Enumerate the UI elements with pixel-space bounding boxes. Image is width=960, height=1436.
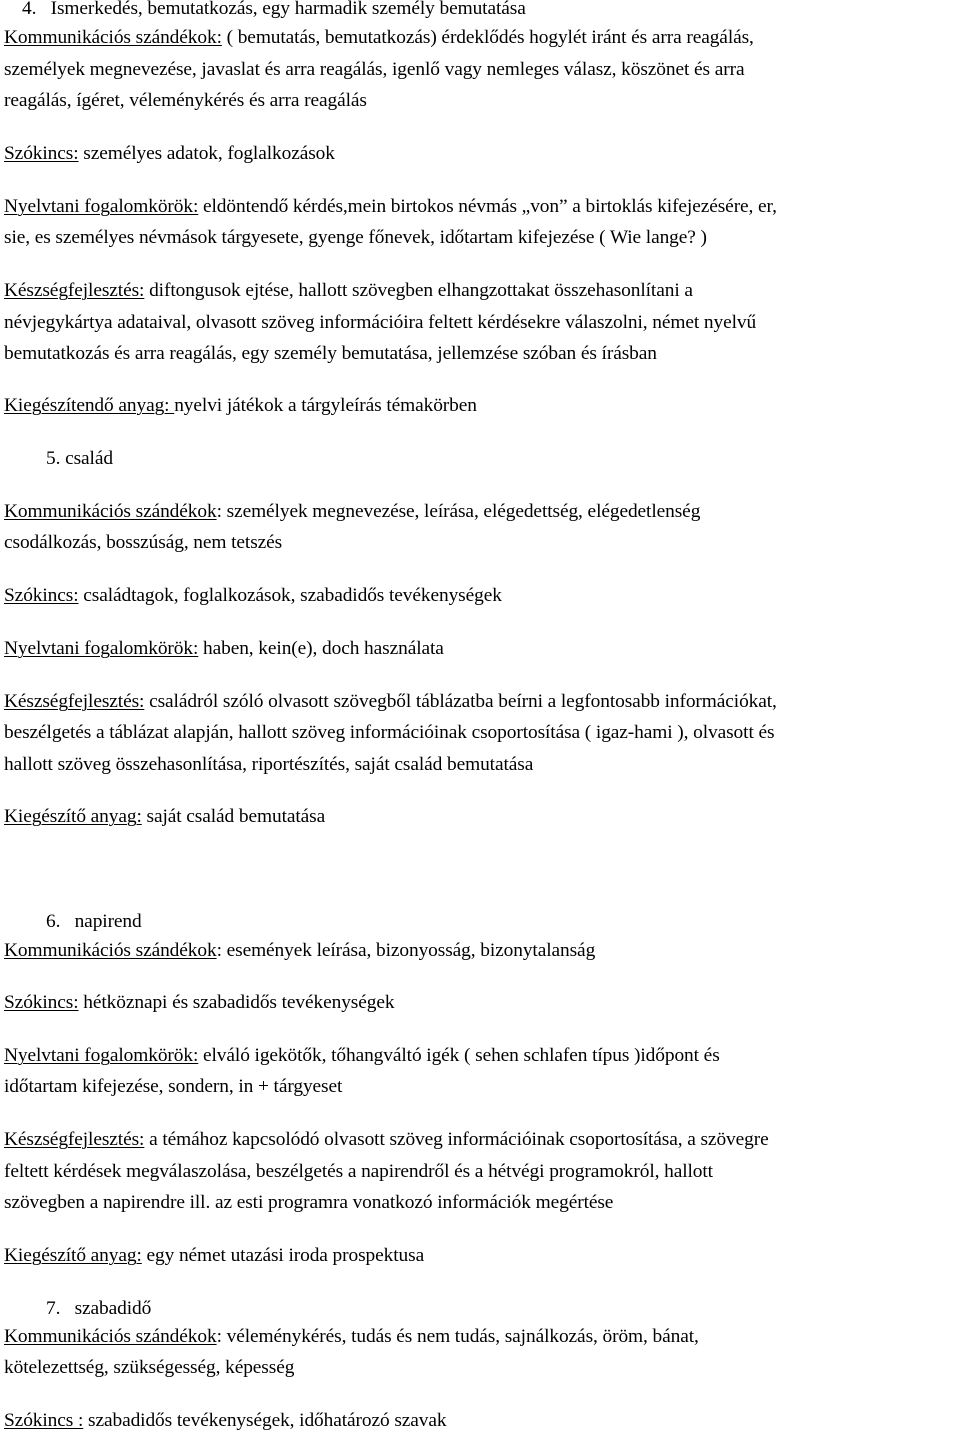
s6-szokincs: Szókincs: hétköznapi és szabadidős tevékenységek <box>4 992 395 1013</box>
s6-komm: Kommunikációs szándékok: események leírása, bizonyosság, bizonytalanság <box>4 940 596 961</box>
s6-kesz-line-2: feltett kérdések megválaszolása, beszélgetés a napirendről és a hétvégi programokról, hallott <box>4 1161 713 1182</box>
s5-komm-line-1: Kommunikációs szándékok: személyek megnevezése, leírása, elégedettség, elégedetlenség <box>4 501 701 522</box>
s5-komm-line-2: csodálkozás, bosszúság, nem tetszés <box>4 532 283 553</box>
s5-kesz-line-2: beszélgetés a táblázat alapján, hallott szöveg információinak csoportosítása ( igaz-hami ), olvasott és <box>4 722 775 743</box>
section-7-heading: 7. szabadidő <box>46 1298 152 1319</box>
s6-kesz-label: Készségfejlesztés: <box>4 1129 145 1150</box>
s5-komm-label: Kommunikációs szándékok <box>4 501 217 522</box>
s5-kesz-line-1: Készségfejlesztés: családról szóló olvasott szövegből táblázatba beírni a legfontosabb információkat, <box>4 691 777 712</box>
s4-kieg: Kiegészítendő anyag: nyelvi játékok a tárgyleírás témakörben <box>4 395 477 416</box>
s5-kesz-label: Készségfejlesztés: <box>4 691 145 712</box>
s6-kesz-line-1: Készségfejlesztés: a témához kapcsolódó olvasott szöveg információinak csoportosítása, a szövegre <box>4 1129 769 1150</box>
s7-komm-line-1: Kommunikációs szándékok: véleménykérés, tudás és nem tudás, sajnálkozás, öröm, bánat, <box>4 1326 699 1347</box>
s5-szokincs: Szókincs: családtagok, foglalkozások, szabadidős tevékenységek <box>4 585 502 606</box>
s7-szo-label: Szókincs : <box>4 1410 84 1431</box>
s6-kesz-line-3: szövegben a napirendre ill. az esti programra vonatkozó információk megértése <box>4 1192 614 1213</box>
s4-komm-line-3: reagálás, ígéret, véleménykérés és arra reagálás <box>4 90 367 111</box>
s4-komm-line-2: személyek megnevezése, javaslat és arra reagálás, igenlő vagy nemleges válasz, köszönet és arra <box>4 59 745 80</box>
s6-kieg: Kiegészítő anyag: egy német utazási iroda prospektusa <box>4 1245 425 1266</box>
s5-kieg-label: Kiegészítő anyag: <box>4 806 142 827</box>
s4-kesz-line-3: bemutatkozás és arra reagálás, egy személy bemutatása, jellemzése szóban és írásban <box>4 343 657 364</box>
s7-komm-label: Kommunikációs szándékok <box>4 1326 217 1347</box>
s4-komm-line-1: Kommunikációs szándékok: ( bemutatás, bemutatkozás) érdeklődés hogylét iránt és arra reagálás, <box>4 27 754 48</box>
section-6-heading: 6. napirend <box>46 911 142 932</box>
s6-kieg-label: Kiegészítő anyag: <box>4 1245 142 1266</box>
s4-nyelv-line-2: sie, es személyes névmások tárgyesete, gyenge főnevek, időtartam kifejezése ( Wie lange? ) <box>4 227 707 248</box>
s4-nyelv-label: Nyelvtani fogalomkörök: <box>4 196 199 217</box>
s4-kesz-line-2: névjegykártya adataival, olvasott szöveg információira feltett kérdésekre válaszolni, német nyelvű <box>4 312 757 333</box>
s7-komm-line-2: kötelezettség, szükségesség, képesség <box>4 1357 295 1378</box>
s4-komm-label: Kommunikációs szándékok: <box>4 27 222 48</box>
s6-nyelv-line-2: időtartam kifejezése, sondern, in + tárgyeset <box>4 1076 343 1097</box>
s6-komm-label: Kommunikációs szándékok <box>4 940 217 961</box>
section-4-heading: 4. Ismerkedés, bemutatkozás, egy harmadik személy bemutatása <box>22 0 526 19</box>
section-5-heading: 5. család <box>46 448 113 469</box>
s7-szokincs: Szókincs : szabadidős tevékenységek, időhatározó szavak <box>4 1410 447 1431</box>
s6-nyelv-label: Nyelvtani fogalomkörök: <box>4 1045 199 1066</box>
s4-nyelv-line-1: Nyelvtani fogalomkörök: eldöntendő kérdés,mein birtokos névmás „von” a birtoklás kifejezésére, er, <box>4 196 777 217</box>
s5-kieg: Kiegészítő anyag: saját család bemutatása <box>4 806 326 827</box>
s4-szokincs: Szókincs: személyes adatok, foglalkozások <box>4 143 335 164</box>
s5-szo-label: Szókincs: <box>4 585 79 606</box>
s6-szo-label: Szókincs: <box>4 992 79 1013</box>
s5-nyelv-label: Nyelvtani fogalomkörök: <box>4 638 199 659</box>
s4-kieg-label: Kiegészítendő anyag: <box>4 395 175 416</box>
s4-kesz-line-1: Készségfejlesztés: diftongusok ejtése, hallott szövegben elhangzottakat összehasonlítani a <box>4 280 693 301</box>
s5-kesz-line-3: hallott szöveg összehasonlítása, riportészítés, saját család bemutatása <box>4 754 534 775</box>
s4-kesz-label: Készségfejlesztés: <box>4 280 145 301</box>
s5-nyelv: Nyelvtani fogalomkörök: haben, kein(e), doch használata <box>4 638 444 659</box>
s6-nyelv-line-1: Nyelvtani fogalomkörök: elváló igekötők, tőhangváltó igék ( sehen schlafen típus )időpont és <box>4 1045 720 1066</box>
s4-szo-label: Szókincs: <box>4 143 79 164</box>
